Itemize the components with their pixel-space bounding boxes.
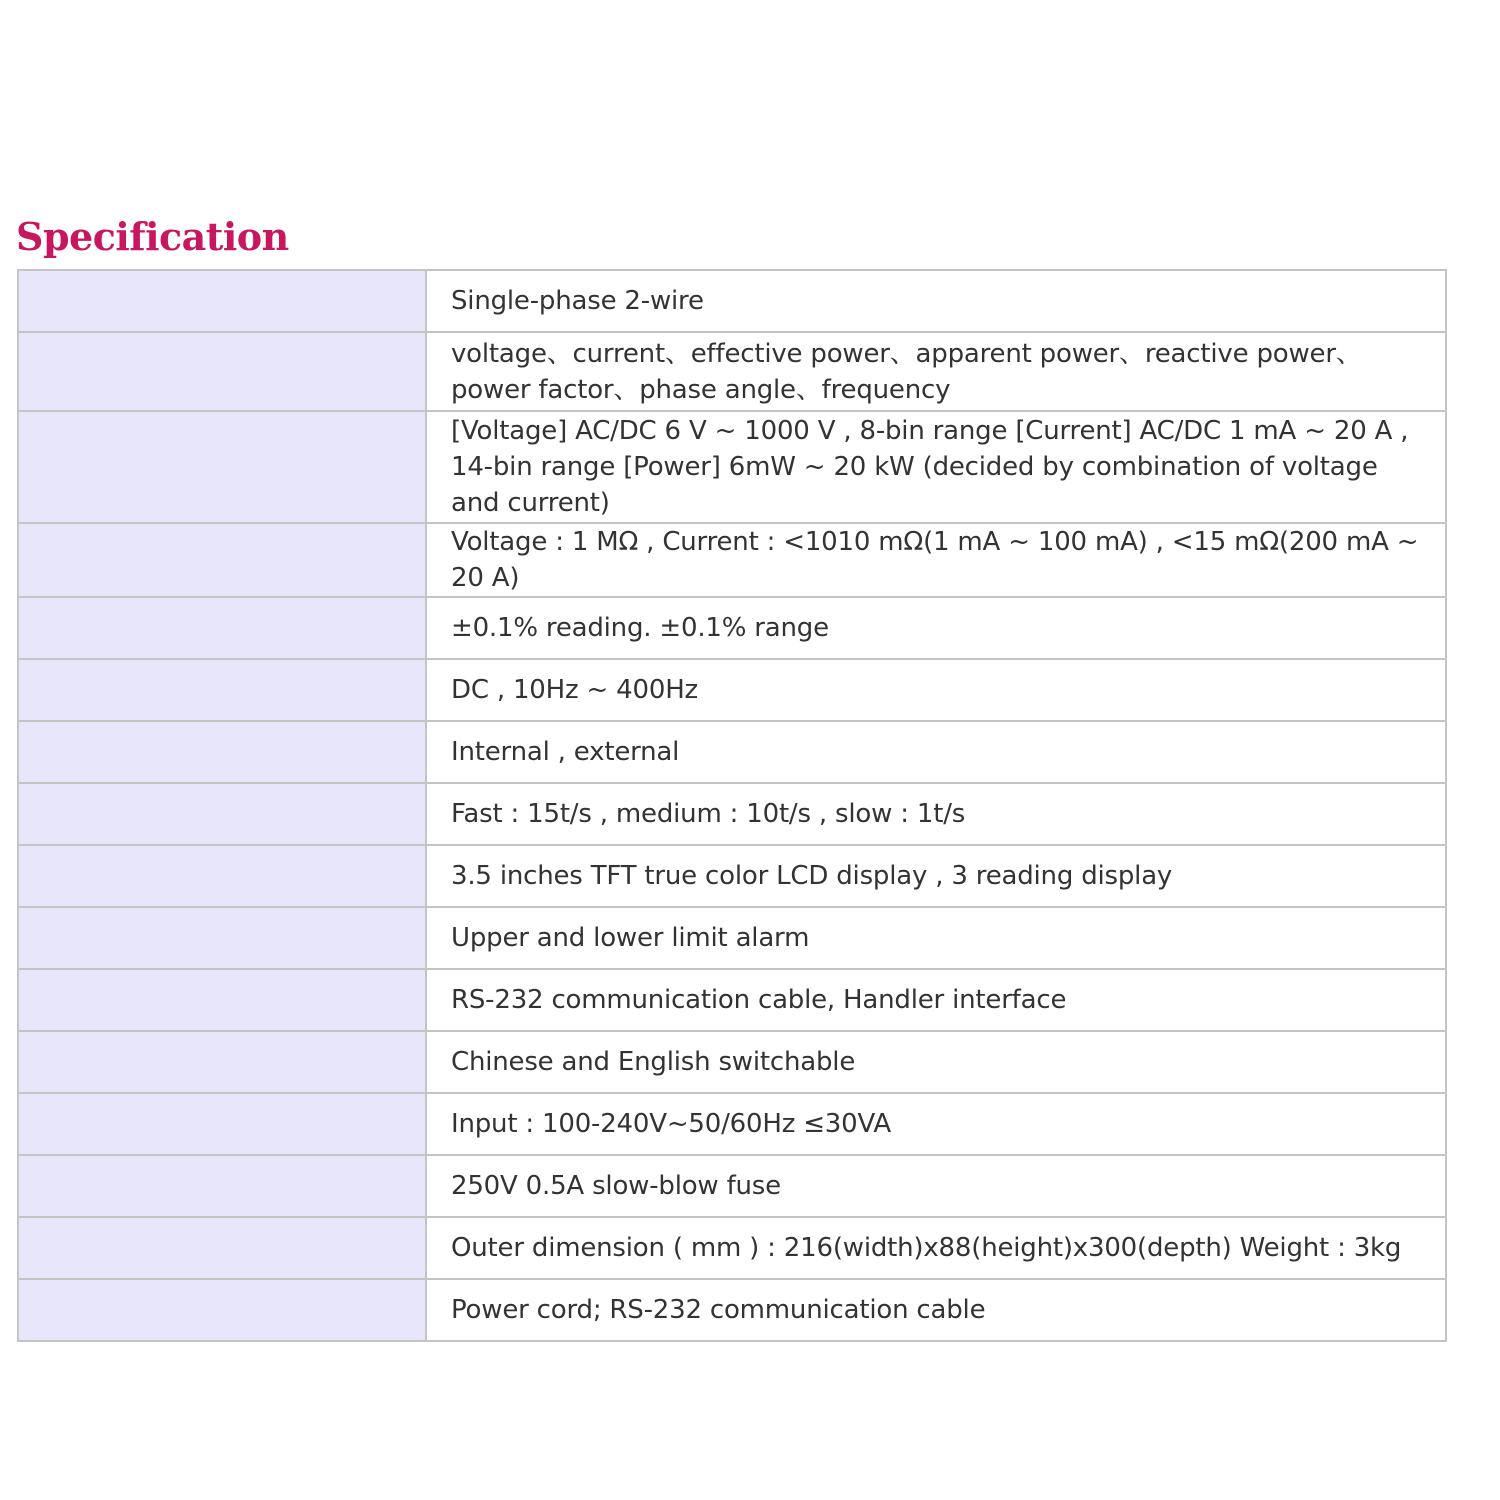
spec-value-cell: voltage、current、effective power、apparent power、reactive power、power factor、phase angle、frequency	[426, 332, 1446, 411]
spec-value-cell: Voltage : 1 MΩ , Current : <1010 mΩ(1 mA ~ 100 mA) , <15 mΩ(200 mA ~ 20 A)	[426, 523, 1446, 597]
spec-label-cell	[18, 523, 426, 597]
spec-label-cell	[18, 907, 426, 969]
spec-value-cell: Single-phase 2-wire	[426, 270, 1446, 332]
table-row	[18, 1217, 1446, 1279]
table-row	[18, 659, 1446, 721]
spec-value-cell: Upper and lower limit alarm	[426, 907, 1446, 969]
table-row	[18, 523, 1446, 597]
spec-label-cell	[18, 969, 426, 1031]
table-row	[18, 1279, 1446, 1341]
spec-label-cell	[18, 1279, 426, 1341]
spec-value-cell: 3.5 inches TFT true color LCD display , 3 reading display	[426, 845, 1446, 907]
table-row	[18, 1155, 1446, 1217]
spec-label-cell	[18, 845, 426, 907]
page-title: Specification	[16, 214, 289, 259]
table-row	[18, 969, 1446, 1031]
table-row	[18, 783, 1446, 845]
spec-value-cell: Chinese and English switchable	[426, 1031, 1446, 1093]
table-row	[18, 332, 1446, 411]
spec-label-cell	[18, 411, 426, 523]
spec-value-cell: Power cord; RS-232 communication cable	[426, 1279, 1446, 1341]
spec-label-cell	[18, 1031, 426, 1093]
spec-label-cell	[18, 1155, 426, 1217]
spec-value-cell: Internal , external	[426, 721, 1446, 783]
spec-value-cell: RS-232 communication cable, Handler interface	[426, 969, 1446, 1031]
spec-value-cell: Fast : 15t/s , medium : 10t/s , slow : 1t/s	[426, 783, 1446, 845]
spec-label-cell	[18, 597, 426, 659]
spec-value-cell: Input : 100-240V~50/60Hz ≤30VA	[426, 1093, 1446, 1155]
table-row	[18, 907, 1446, 969]
spec-value-cell: 250V 0.5A slow-blow fuse	[426, 1155, 1446, 1217]
spec-label-cell	[18, 659, 426, 721]
spec-value-cell: Outer dimension ( mm ) : 216(width)x88(height)x300(depth) Weight : 3kg	[426, 1217, 1446, 1279]
specification-table	[17, 269, 1447, 1342]
table-row	[18, 721, 1446, 783]
spec-label-cell	[18, 721, 426, 783]
spec-label-cell	[18, 1093, 426, 1155]
spec-value-cell: [Voltage] AC/DC 6 V ~ 1000 V , 8-bin range [Current] AC/DC 1 mA ~ 20 A , 14-bin range [Power] 6mW ~ 20 kW (decided by combination of voltage and current)	[426, 411, 1446, 523]
spec-label-cell	[18, 332, 426, 411]
table-row	[18, 411, 1446, 523]
spec-label-cell	[18, 783, 426, 845]
table-row	[18, 270, 1446, 332]
table-row	[18, 597, 1446, 659]
spec-value-cell: ±0.1% reading. ±0.1% range	[426, 597, 1446, 659]
table-row	[18, 1093, 1446, 1155]
spec-label-cell	[18, 270, 426, 332]
table-row	[18, 845, 1446, 907]
spec-label-cell	[18, 1217, 426, 1279]
spec-value-cell: DC , 10Hz ~ 400Hz	[426, 659, 1446, 721]
table-row	[18, 1031, 1446, 1093]
